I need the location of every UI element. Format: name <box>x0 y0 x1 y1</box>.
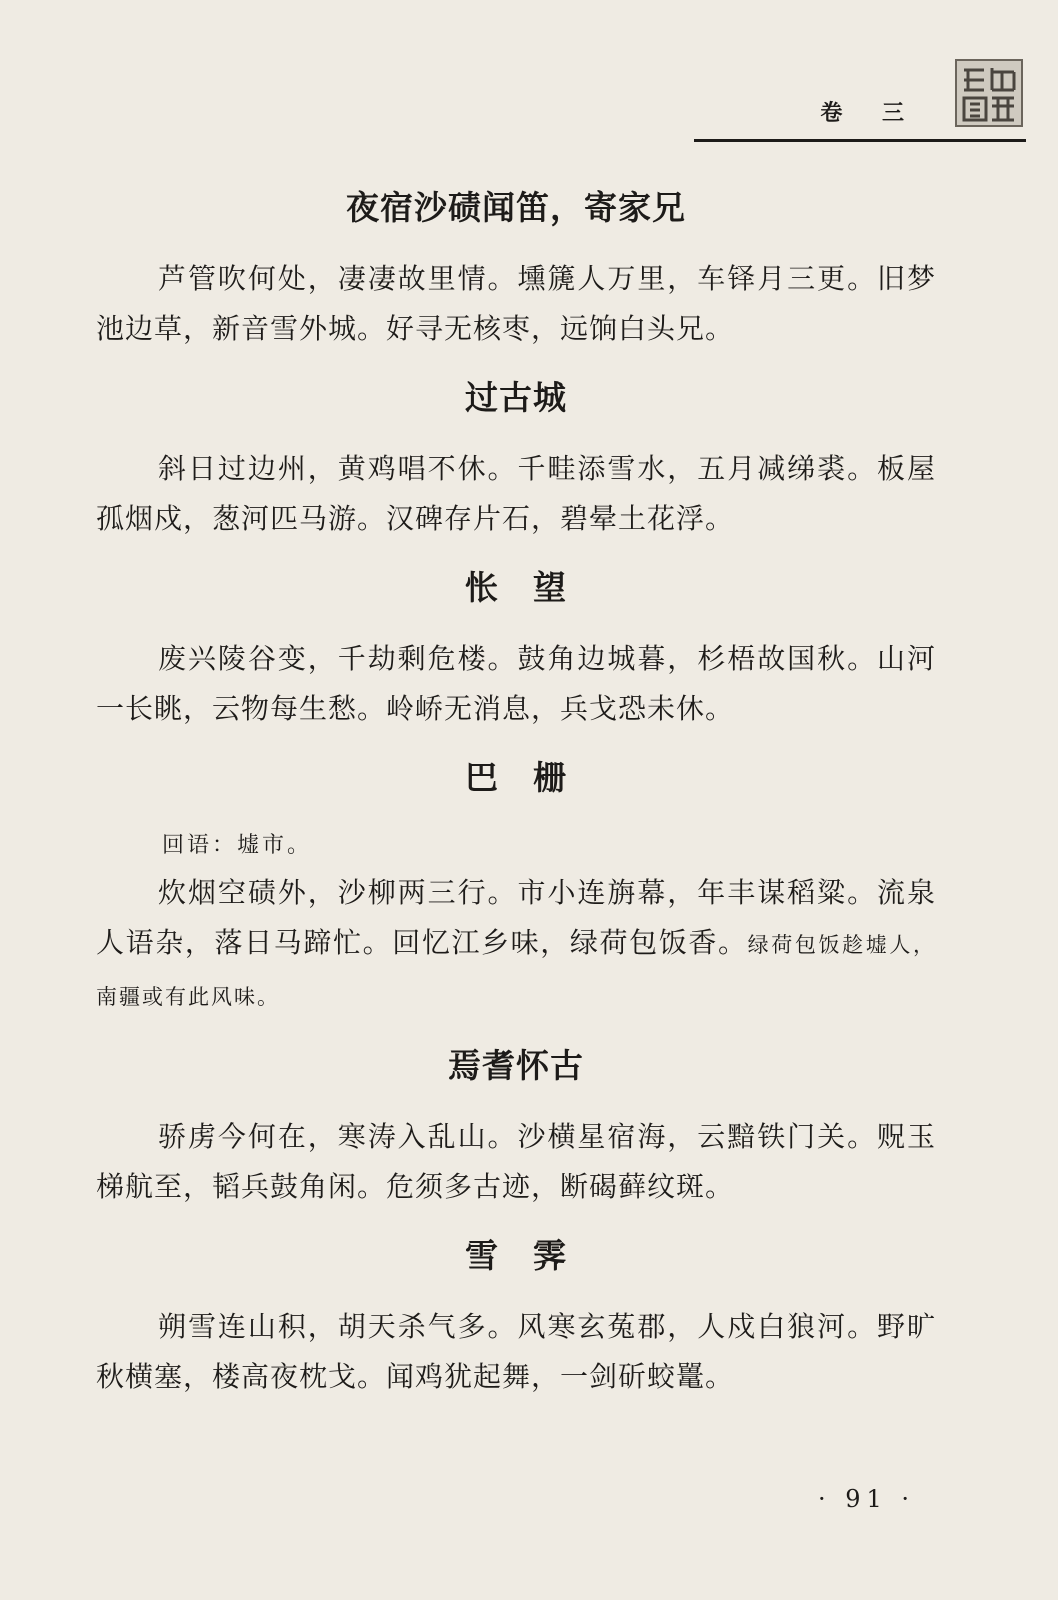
poem <box>96 1046 936 1212</box>
poem-text: 斜日过边州，黄鸡唱不休。千畦添雪水，五月减绨裘。板屋孤烟戍，葱河匹马游。汉碑存片石，碧晕土花浮。 <box>96 452 936 535</box>
poem-text: 废兴陵谷变，千劫剩危楼。鼓角边城暮，杉梧故国秋。山河一长眺，云物每生愁。岭峤无消息，兵戈恐未休。 <box>96 642 936 725</box>
poem-text: 芦管吹何处，凄凄故里情。壎篪人万里，车铎月三更。旧梦池边草，新音雪外城。好寻无核枣，远饷白头兄。 <box>96 262 936 345</box>
poem-title: 怅 望 <box>465 568 567 607</box>
poem-title: 雪 霁 <box>465 1236 567 1275</box>
poem-body: 炊烟空碛外，沙柳两三行。市小连旃幕，年丰谋稻粱。流泉人语杂，落日马蹄忙。回忆江乡味，绿荷包饭香。 <box>96 876 936 959</box>
seal-stamp-icon <box>954 58 1024 128</box>
poem <box>96 758 936 1022</box>
poem-title: 夜宿沙碛闻笛，寄家兄 <box>346 188 686 227</box>
poem-title: 焉耆怀古 <box>448 1046 584 1085</box>
poem <box>96 378 936 544</box>
poem-text: 骄虏今何在，寒涛入乱山。沙横星宿海，云黯铁门关。贶玉梯航至，韬兵鼓角闲。危须多古迹，断碣藓纹斑。 <box>96 1120 936 1203</box>
poem-text: 朔雪连山积，胡天杀气多。风寒玄菟郡，人戍白狼河。野旷秋横塞，楼高夜枕戈。闻鸡犹起舞，一剑斫蛟鼍。 <box>96 1310 936 1393</box>
poem-title: 过古城 <box>465 378 567 417</box>
page-number: · 91 · <box>818 1485 916 1513</box>
poem-title: 巴 栅 <box>465 758 567 797</box>
poem <box>96 188 936 354</box>
page-content <box>96 188 936 1402</box>
header-rule <box>694 139 1026 142</box>
poem-intro-note: 回语：墟市。 <box>162 833 313 858</box>
poem <box>96 568 936 734</box>
running-header: 卷 三 <box>820 100 920 126</box>
poem <box>96 1236 936 1402</box>
poem-annotation: 绿荷包饭趁墟人，南疆或有此风味。 <box>96 933 936 1009</box>
poem-text <box>96 868 936 1022</box>
